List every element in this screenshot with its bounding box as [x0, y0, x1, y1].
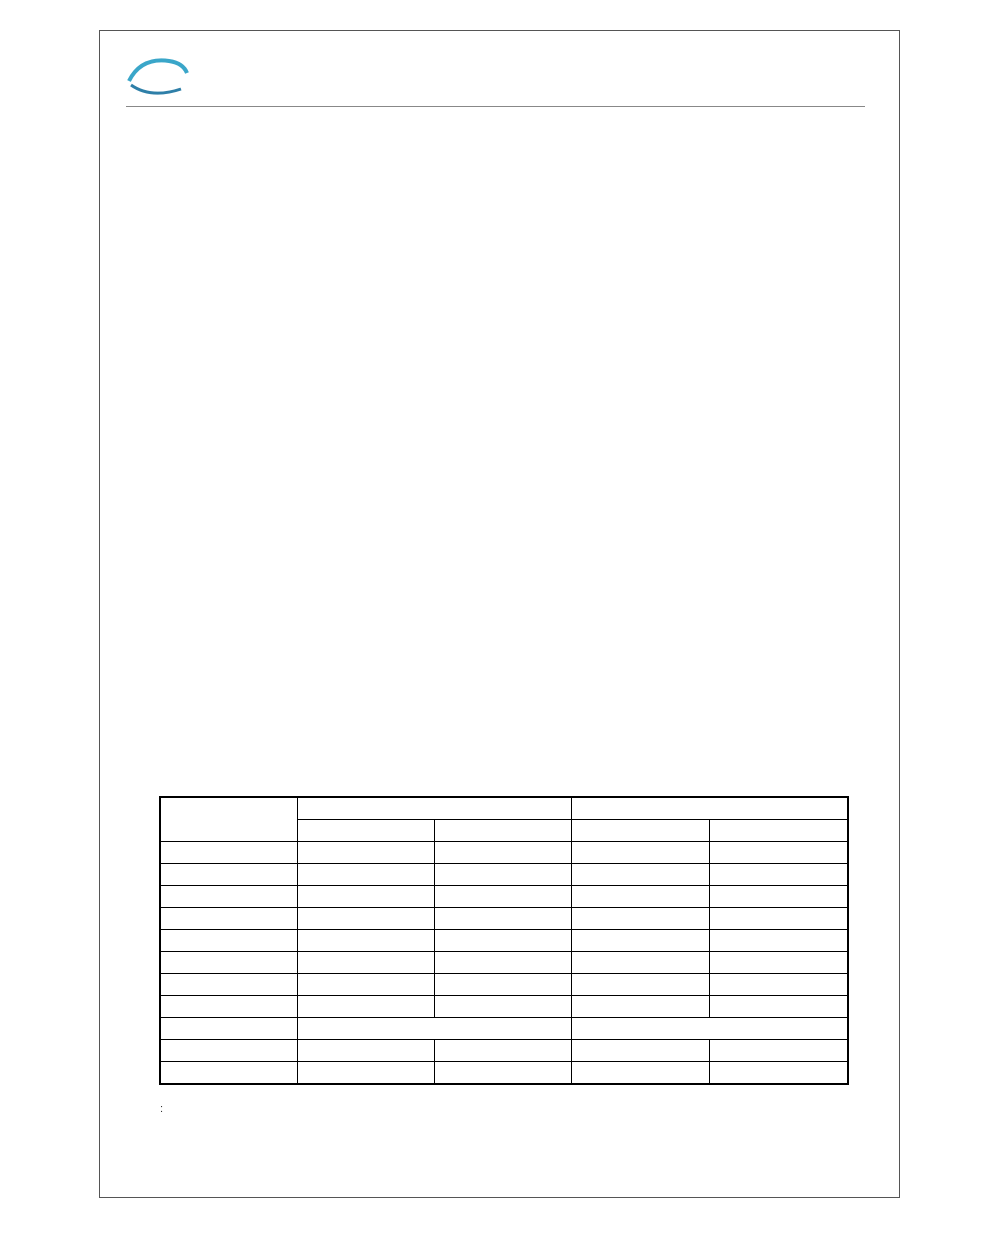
header-mm: [298, 797, 572, 820]
header-mm-max: [434, 820, 572, 842]
table-row: [160, 996, 848, 1018]
table-row: [160, 886, 848, 908]
table-row: [160, 842, 848, 864]
table-row: [160, 1062, 848, 1085]
header-mm-min: [298, 820, 435, 842]
header-in: [572, 797, 848, 820]
table-row: [160, 930, 848, 952]
table-row: [160, 1018, 848, 1040]
header-symbol: [160, 797, 298, 842]
table-row: [160, 1040, 848, 1062]
table-row: [160, 864, 848, 886]
table-row: [160, 974, 848, 996]
table-row: [160, 952, 848, 974]
notes: :: [160, 1103, 164, 1115]
header-in-max: [709, 820, 848, 842]
table-row: [160, 908, 848, 930]
dimension-table: [159, 796, 849, 1085]
header-in-min: [572, 820, 710, 842]
